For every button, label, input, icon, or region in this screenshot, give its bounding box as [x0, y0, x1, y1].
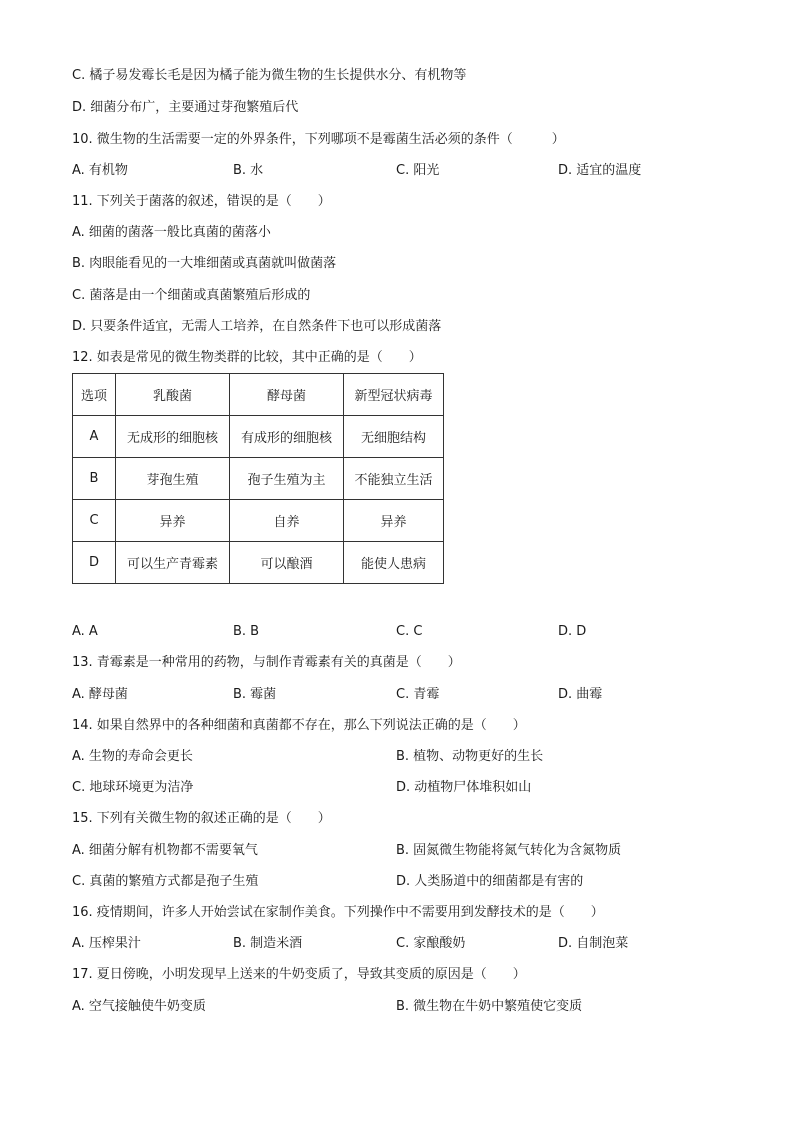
table-row — [73, 500, 444, 542]
question-11-option-b: B. 肉眼能看见的一大堆细菌或真菌就叫做菌落 — [72, 256, 337, 271]
question-10-option-d: D. 适宜的温度 — [558, 163, 642, 178]
table-cell: 自养 — [230, 500, 344, 542]
table-header-cell: 新型冠状病毒 — [344, 374, 444, 416]
question-10-stem: 10. 微生物的生活需要一定的外界条件，下列哪项不是霉菌生活必须的条件（ ） — [72, 132, 565, 147]
table-cell: 有成形的细胞核 — [230, 416, 344, 458]
question-16-option-b: B. 制造米酒 — [233, 936, 303, 951]
question-15-option-c: C. 真菌的繁殖方式都是孢子生殖 — [72, 874, 259, 889]
question-12-option-b: B. B — [233, 624, 260, 639]
table-header-row — [73, 374, 444, 416]
table-cell: 不能独立生活 — [344, 458, 444, 500]
question-9-option-c: C. 橘子易发霉长毛是因为橘子能为微生物的生长提供水分、有机物等 — [72, 68, 467, 83]
question-15-option-a: A. 细菌分解有机物都不需要氧气 — [72, 843, 258, 858]
question-16-stem: 16. 疫情期间，许多人开始尝试在家制作美食。下列操作中不需要用到发酵技术的是（ ） — [72, 905, 604, 920]
question-10-option-a: A. 有机物 — [72, 163, 128, 178]
question-17-option-a: A. 空气接触使牛奶变质 — [72, 999, 206, 1014]
question-15-option-d: D. 人类肠道中的细菌都是有害的 — [396, 874, 584, 889]
table-cell: 芽孢生殖 — [116, 458, 230, 500]
question-16-option-c: C. 家酿酸奶 — [396, 936, 466, 951]
question-10-option-c: C. 阳光 — [396, 163, 440, 178]
question-17-stem: 17. 夏日傍晚，小明发现早上送来的牛奶变质了，导致其变质的原因是（ ） — [72, 967, 526, 982]
question-12-stem: 12. 如表是常见的微生物类群的比较，其中正确的是（ ） — [72, 350, 422, 365]
table-row — [73, 416, 444, 458]
table-row — [73, 542, 444, 584]
question-11-option-d: D. 只要条件适宜，无需人工培养，在自然条件下也可以形成菌落 — [72, 319, 442, 334]
microbe-comparison-table — [72, 373, 444, 584]
question-13-option-d: D. 曲霉 — [558, 687, 603, 702]
table-cell: A — [73, 416, 116, 458]
question-15-option-b: B. 固氮微生物能将氮气转化为含氮物质 — [396, 843, 622, 858]
question-12-option-a: A. A — [72, 624, 98, 639]
question-12-option-d: D. D — [558, 624, 587, 639]
table-header-cell: 乳酸菌 — [116, 374, 230, 416]
question-13-option-c: C. 青霉 — [396, 687, 440, 702]
question-13-option-a: A. 酵母菌 — [72, 687, 128, 702]
question-13-option-b: B. 霉菌 — [233, 687, 277, 702]
table-cell: 可以生产青霉素 — [116, 542, 230, 584]
table-cell: 孢子生殖为主 — [230, 458, 344, 500]
table-header-cell: 酵母菌 — [230, 374, 344, 416]
table-cell: 能使人患病 — [344, 542, 444, 584]
question-11-option-c: C. 菌落是由一个细菌或真菌繁殖后形成的 — [72, 288, 311, 303]
question-13-stem: 13. 青霉素是一种常用的药物，与制作青霉素有关的真菌是（ ） — [72, 655, 461, 670]
table-cell: C — [73, 500, 116, 542]
table-cell: 无细胞结构 — [344, 416, 444, 458]
question-11-option-a: A. 细菌的菌落一般比真菌的菌落小 — [72, 225, 271, 240]
question-14-option-c: C. 地球环境更为洁净 — [72, 780, 194, 795]
question-10-option-b: B. 水 — [233, 163, 264, 178]
table-header-cell: 选项 — [73, 374, 116, 416]
question-9-option-d: D. 细菌分布广，主要通过芽孢繁殖后代 — [72, 100, 299, 115]
question-14-option-a: A. 生物的寿命会更长 — [72, 749, 193, 764]
table-cell: 异养 — [116, 500, 230, 542]
table-cell: B — [73, 458, 116, 500]
question-16-option-d: D. 自制泡菜 — [558, 936, 629, 951]
question-14-stem: 14. 如果自然界中的各种细菌和真菌都不存在，那么下列说法正确的是（ ） — [72, 718, 526, 733]
table-cell: D — [73, 542, 116, 584]
question-16-option-a: A. 压榨果汁 — [72, 936, 141, 951]
question-14-option-b: B. 植物、动物更好的生长 — [396, 749, 544, 764]
table-cell: 无成形的细胞核 — [116, 416, 230, 458]
question-11-stem: 11. 下列关于菌落的叙述，错误的是（ ） — [72, 194, 331, 209]
table-cell: 可以酿酒 — [230, 542, 344, 584]
table-cell: 异养 — [344, 500, 444, 542]
question-15-stem: 15. 下列有关微生物的叙述正确的是（ ） — [72, 811, 331, 826]
table-row — [73, 458, 444, 500]
question-12-option-c: C. C — [396, 624, 423, 639]
question-14-option-d: D. 动植物尸体堆积如山 — [396, 780, 532, 795]
question-17-option-b: B. 微生物在牛奶中繁殖使它变质 — [396, 999, 583, 1014]
